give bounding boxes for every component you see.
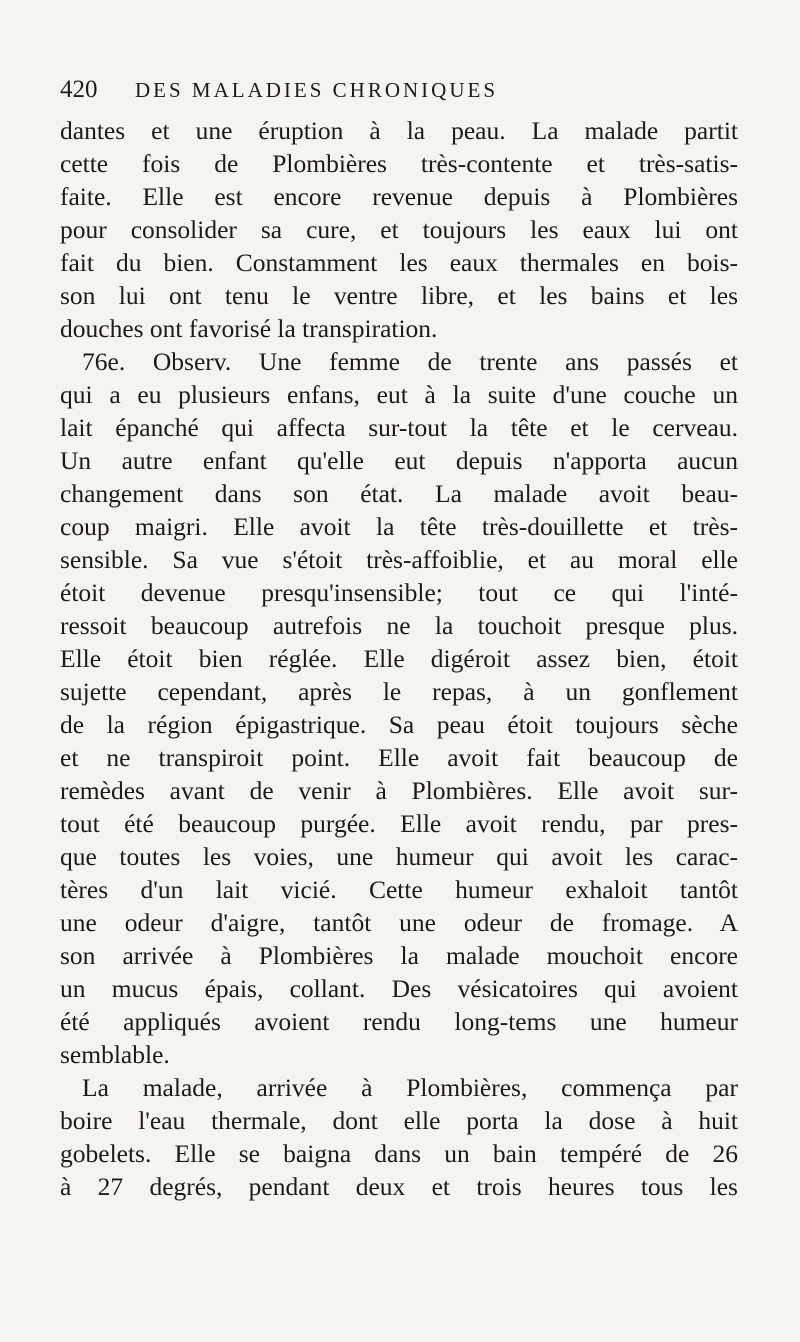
text-line: pour consolider sa cure, et toujours les eaux lui ont <box>60 215 738 244</box>
text-line: à 27 degrés, pendant deux et trois heures tous les <box>60 1172 738 1201</box>
text-line: de la région épigastrique. Sa peau étoit toujours sèche <box>60 710 738 739</box>
text-line: dantes et une éruption à la peau. La malade partit <box>60 116 738 145</box>
text-line: étoit devenue presqu'insensible; tout ce qui l'inté- <box>60 578 738 607</box>
text-line: boire l'eau thermale, dont elle porta la dose à huit <box>60 1106 738 1135</box>
text-line: coup maigri. Elle avoit la tête très-douillette et très- <box>60 512 738 541</box>
text-line: Un autre enfant qu'elle eut depuis n'apporta aucun <box>60 446 738 475</box>
text-line: semblable. <box>60 1040 170 1069</box>
text-line: son lui ont tenu le ventre libre, et les bains et les <box>60 281 738 310</box>
page-header <box>60 70 740 110</box>
text-line: Elle étoit bien réglée. Elle digéroit assez bien, étoit <box>60 644 738 673</box>
text-line: sensible. Sa vue s'étoit très-affoiblie, et au moral elle <box>60 545 738 574</box>
text-line: tères d'un lait vicié. Cette humeur exhaloit tantôt <box>60 875 738 904</box>
page-number: 420 <box>60 76 98 103</box>
text-line: changement dans son état. La malade avoit beau- <box>60 479 738 508</box>
text-line: La malade, arrivée à Plombières, commença par <box>82 1073 738 1102</box>
text-line: et ne transpiroit point. Elle avoit fait beaucoup de <box>60 743 738 772</box>
text-line: tout été beaucoup purgée. Elle avoit rendu, par pres- <box>60 809 738 838</box>
text-line: remèdes avant de venir à Plombières. Elle avoit sur- <box>60 776 738 805</box>
observation-heading-line: 76e. Observ. Une femme de trente ans passés et <box>82 347 738 376</box>
text-line: fait du bien. Constamment les eaux thermales en bois- <box>60 248 738 277</box>
text-line: que toutes les voies, une humeur qui avoit les carac- <box>60 842 738 871</box>
text-line: faite. Elle est encore revenue depuis à Plombières <box>60 182 738 211</box>
text-line: douches ont favorisé la transpiration. <box>60 314 438 343</box>
text-line: une odeur d'aigre, tantôt une odeur de fromage. A <box>60 908 738 937</box>
body-text <box>60 114 738 1203</box>
text-line: sujette cependant, après le repas, à un gonflement <box>60 677 738 706</box>
text-line: ressoit beaucoup autrefois ne la touchoit presque plus. <box>60 611 738 640</box>
text-line: lait épanché qui affecta sur-tout la tête et le cerveau. <box>60 413 738 442</box>
text-line: cette fois de Plombières très-contente et très-satis- <box>60 149 738 178</box>
text-line: été appliqués avoient rendu long-tems une humeur <box>60 1007 738 1036</box>
text-line: qui a eu plusieurs enfans, eut à la suite d'une couche un <box>60 380 738 409</box>
text-line: gobelets. Elle se baigna dans un bain tempéré de 26 <box>60 1139 738 1168</box>
running-title: DES MALADIES CHRONIQUES <box>135 78 499 102</box>
text-line: un mucus épais, collant. Des vésicatoires qui avoient <box>60 974 738 1003</box>
text-line: son arrivée à Plombières la malade mouchoit encore <box>60 941 738 970</box>
